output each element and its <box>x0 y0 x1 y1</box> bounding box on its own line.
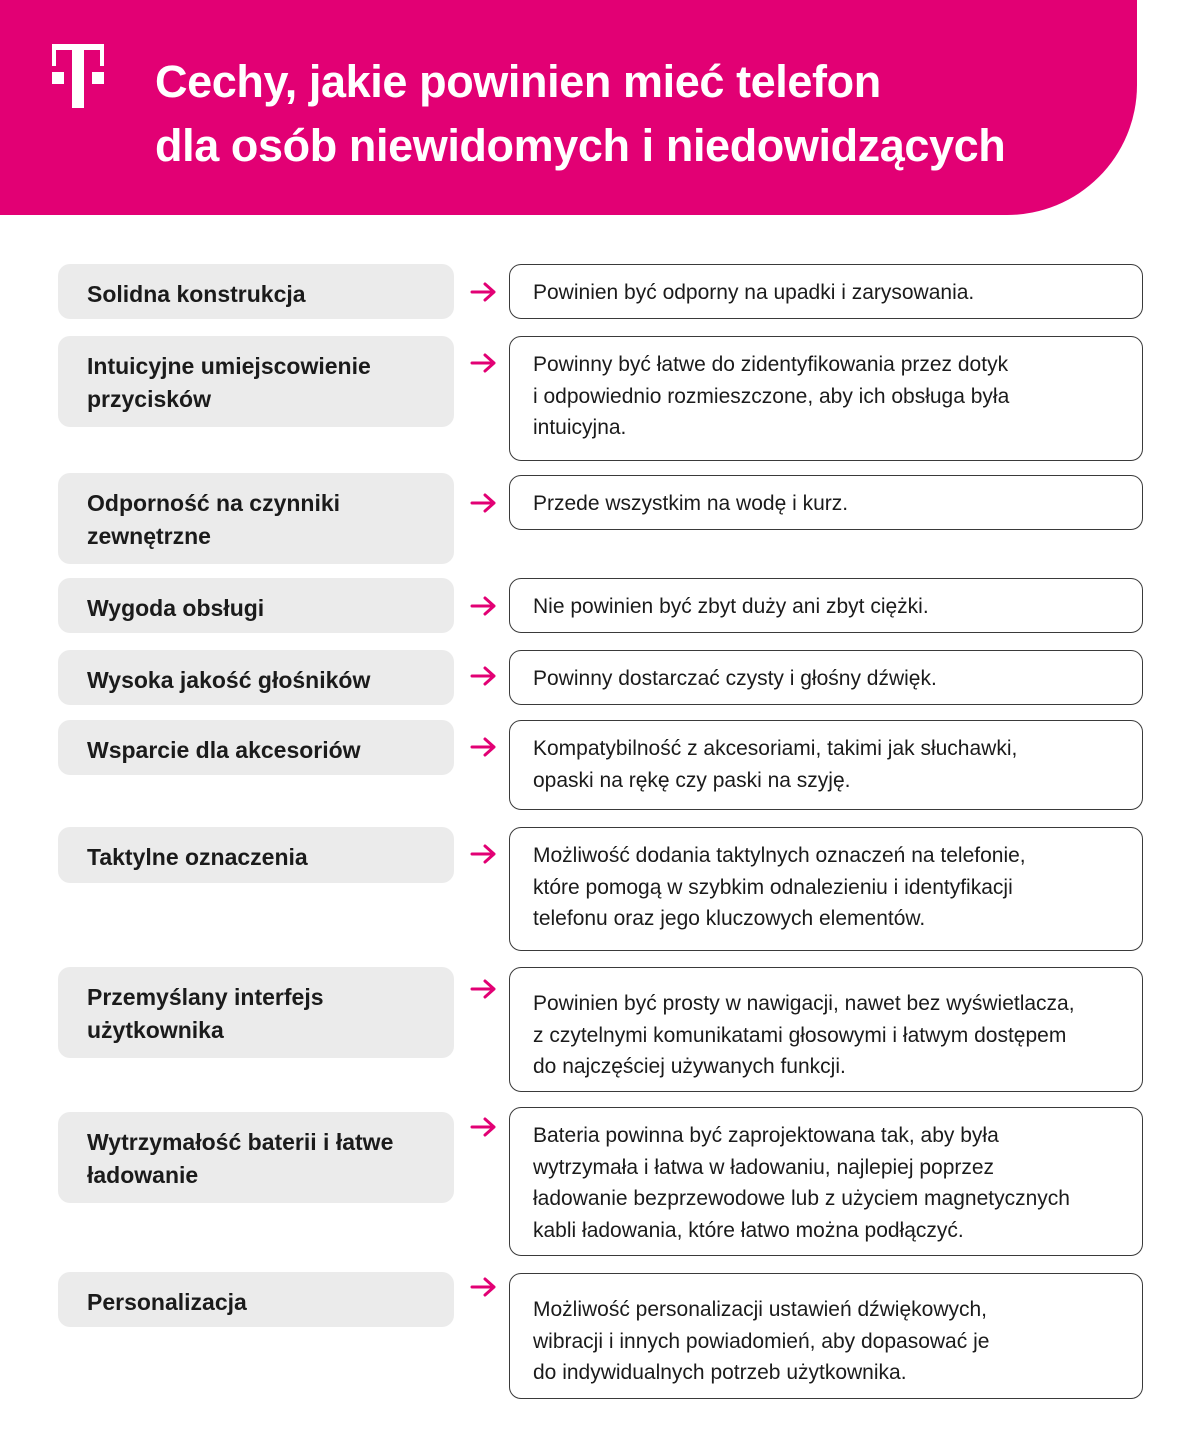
feature-description <box>509 264 1143 319</box>
description-line: Powinien być prosty w nawigacji, nawet bez wyświetlacza, <box>533 992 1075 1015</box>
description-line: Bateria powinna być zaprojektowana tak, aby była <box>533 1124 999 1147</box>
description-line: Kompatybilność z akcesoriami, takimi jak słuchawki, <box>533 737 1018 760</box>
arrow-right-icon <box>470 843 498 865</box>
title-line: Cechy, jakie powinien mieć telefon <box>155 56 881 107</box>
feature-label: Odporność na czynniki zewnętrzne <box>58 473 454 564</box>
feature-label: Wytrzymałość baterii i łatwe ładowanie <box>58 1112 454 1203</box>
feature-label: Przemyślany interfejs użytkownika <box>58 967 454 1058</box>
feature-description <box>509 475 1143 530</box>
feature-description <box>509 967 1143 1092</box>
feature-label: Solidna konstrukcja <box>58 264 454 319</box>
description-line: do indywidualnych potrzeb użytkownika. <box>533 1361 907 1384</box>
description-line: Przede wszystkim na wodę i kurz. <box>533 492 849 515</box>
arrow-right-icon <box>470 1116 498 1138</box>
feature-label: Intuicyjne umiejscowienie przycisków <box>58 336 454 427</box>
feature-label: Personalizacja <box>58 1272 454 1327</box>
arrow-right-icon <box>470 595 498 617</box>
description-line: z czytelnymi komunikatami głosowymi i łatwym dostępem <box>533 1023 1067 1047</box>
arrow-right-icon <box>470 978 498 1000</box>
arrow-right-icon <box>470 736 498 758</box>
description-line: Powinny być łatwe do zidentyfikowania przez dotyk <box>533 353 1009 376</box>
description-line: Powinny dostarczać czysty i głośny dźwięk. <box>533 667 937 690</box>
feature-label: Wygoda obsługi <box>58 578 454 633</box>
description-line: Nie powinien być zbyt duży ani zbyt ciężki. <box>533 595 929 618</box>
feature-description <box>509 336 1143 461</box>
feature-description <box>509 827 1143 951</box>
feature-description <box>509 1107 1143 1256</box>
description-line: opaski na rękę czy paski na szyję. <box>533 768 851 792</box>
description-line: Możliwość personalizacji ustawień dźwiękowych, <box>533 1298 988 1321</box>
feature-description <box>509 650 1143 705</box>
description-line: Możliwość dodania taktylnych oznaczeń na telefonie, <box>533 844 1026 867</box>
feature-description <box>509 1273 1143 1399</box>
arrow-right-icon <box>470 1276 498 1298</box>
description-line: Powinien być odporny na upadki i zarysowania. <box>533 281 975 304</box>
description-line: i odpowiednio rozmieszczone, aby ich obsługa była <box>533 384 1010 408</box>
feature-description <box>509 578 1143 633</box>
arrow-right-icon <box>470 492 498 514</box>
arrow-right-icon <box>470 281 498 303</box>
description-line: intuicyjna. <box>533 416 627 439</box>
feature-description <box>509 720 1143 810</box>
description-line: do najczęściej używanych funkcji. <box>533 1055 846 1078</box>
description-line: wibracji i innych powiadomień, aby dopasować je <box>533 1329 990 1353</box>
description-line: wytrzymała i łatwa w ładowaniu, najlepiej poprzez <box>533 1155 995 1179</box>
description-line: które pomogą w szybkim odnalezieniu i identyfikacji <box>533 875 1013 899</box>
title-line: dla osób niewidomych i niedowidzących <box>155 120 1006 171</box>
description-line: kabli ładowania, które łatwo można podłączyć. <box>533 1218 964 1242</box>
description-line: ładowanie bezprzewodowe lub z użyciem magnetycznych <box>533 1187 1070 1210</box>
arrow-right-icon <box>470 352 498 374</box>
feature-label: Taktylne oznaczenia <box>58 827 454 883</box>
arrow-right-icon <box>470 665 498 687</box>
description-line: telefonu oraz jego kluczowych elementów. <box>533 907 926 930</box>
feature-label: Wsparcie dla akcesoriów <box>58 720 454 775</box>
feature-label: Wysoka jakość głośników <box>58 650 454 705</box>
